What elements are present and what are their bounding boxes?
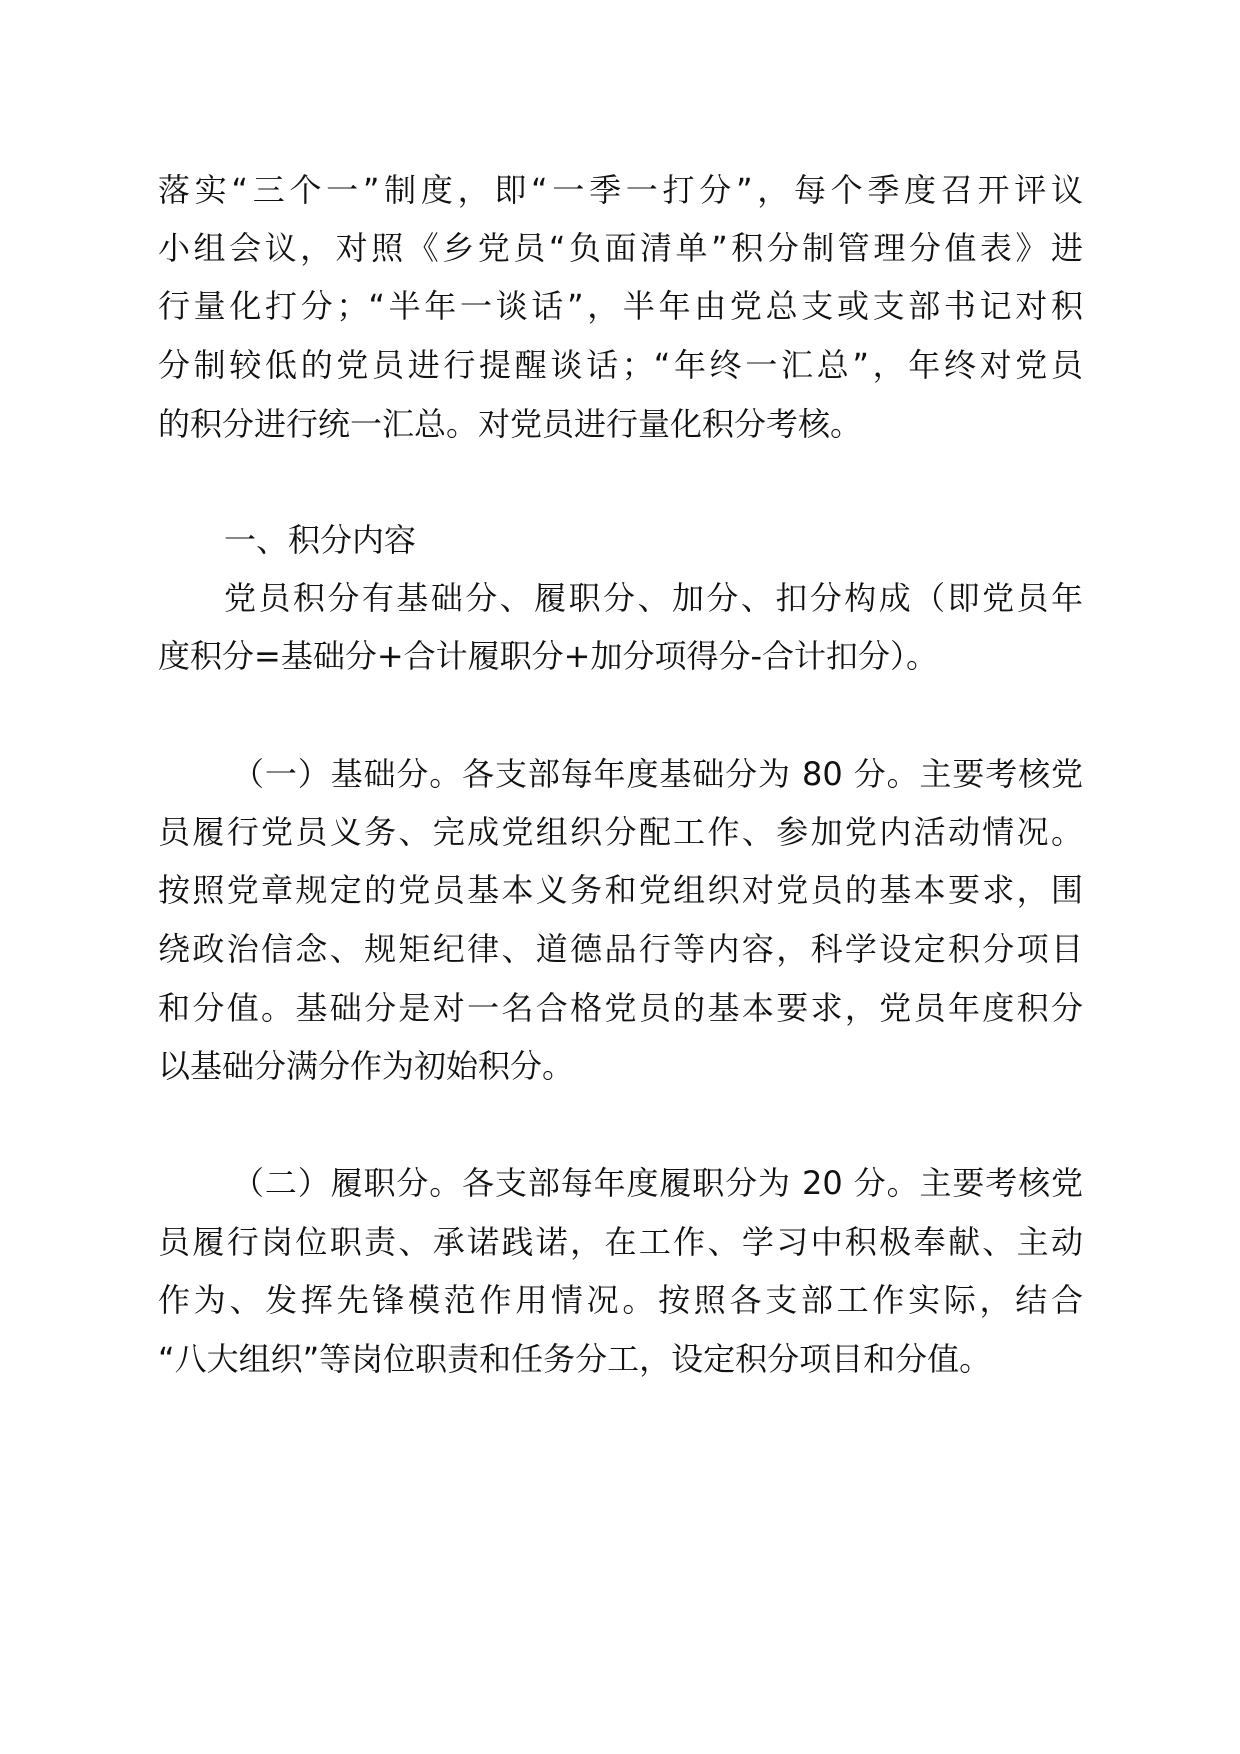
paragraph-1-line-5: 的积分进行统一汇总。对党员进行量化积分考核。 [158, 405, 863, 443]
paragraph-3-line-2: 员履行党员义务、完成党组织分配工作、参加党内活动情况。 [158, 813, 1083, 851]
paragraph-1-line-4: 分制较低的党员进行提醒谈话；“年终一汇总”，年终对党员 [158, 346, 1083, 384]
paragraph-1-line-1: 落实“三个一”制度，即“一季一打分”，每个季度召开评议 [158, 171, 1083, 209]
section-heading: 一、积分内容 [224, 521, 417, 559]
paragraph-2-line-1: 党员积分有基础分、履职分、加分、扣分构成（即党员年 [224, 579, 1083, 617]
paragraph-1-line-2: 小组会议，对照《乡党员“负面清单”积分制管理分值表》进 [158, 229, 1083, 267]
paragraph-4-line-2: 员履行岗位职责、承诺践诺，在工作、学习中积极奉献、主动 [158, 1223, 1083, 1261]
paragraph-1-line-3: 行量化打分；“半年一谈话”，半年由党总支或支部书记对积 [158, 287, 1083, 325]
paragraph-3-line-4: 绕政治信念、规矩纪律、道德品行等内容，科学设定积分项目 [158, 930, 1083, 968]
paragraph-3-line-6: 以基础分满分作为初始积分。 [158, 1047, 575, 1085]
paragraph-3-line-5: 和分值。基础分是对一名合格党员的基本要求，党员年度积分 [158, 989, 1083, 1027]
document-page [158, 0, 1083, 1754]
paragraph-4-line-3: 作为、发挥先锋模范作用情况。按照各支部工作实际，结合 [158, 1281, 1083, 1319]
paragraph-4-line-1: （二）履职分。各支部每年度履职分为 20 分。主要考核党 [232, 1164, 1083, 1202]
paragraph-4-line-4: “八大组织”等岗位职责和任务分工，设定积分项目和分值。 [158, 1340, 992, 1378]
paragraph-3-line-3: 按照党章规定的党员基本义务和党组织对党员的基本要求，围 [158, 871, 1083, 909]
paragraph-3-line-1: （一）基础分。各支部每年度基础分为 80 分。主要考核党 [232, 755, 1083, 793]
paragraph-2-line-2: 度积分=基础分+合计履职分+加分项得分-合计扣分）。 [158, 637, 938, 675]
